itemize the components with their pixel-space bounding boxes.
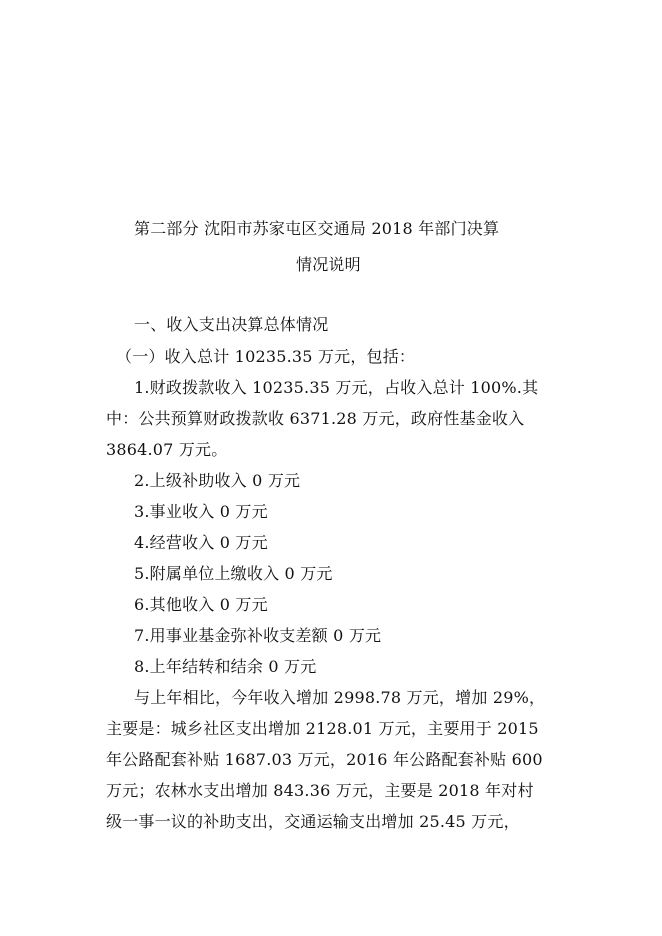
income-total-paragraph: （一）收入总计 10235.35 万元，包括： [116, 347, 416, 366]
item1-line2: 中：公共预算财政拨款收 6371.28 万元，政府性基金收入 [106, 409, 525, 428]
comparison-line2: 主要是：城乡社区支出增加 2128.01 万元，主要用于 2015 [106, 719, 539, 738]
section-heading: 一、收入支出决算总体情况 [134, 315, 329, 334]
comparison-line3: 年公路配套补贴 1687.03 万元，2016 年公路配套补贴 600 [106, 750, 543, 769]
item5: 5.附属单位上缴收入 0 万元 [134, 564, 333, 583]
comparison-line5: 级一事一议的补助支出，交通运输支出增加 25.45 万元， [106, 812, 520, 831]
item1-line1: 1.财政拨款收入 10235.35 万元，占收入总计 100%.其 [134, 378, 539, 397]
comparison-line4: 万元；农林水支出增加 843.36 万元，主要是 2018 年对村 [106, 781, 534, 800]
item2: 2.上级补助收入 0 万元 [134, 471, 301, 490]
comparison-line1: 与上年相比，今年收入增加 2998.78 万元，增加 29%， [134, 688, 546, 707]
document-title-line1: 第二部分 沈阳市苏家屯区交通局 2018 年部门决算 [134, 219, 500, 238]
item6: 6.其他收入 0 万元 [134, 595, 268, 614]
item7: 7.用事业基金弥补收支差额 0 万元 [134, 626, 382, 645]
item1-line3: 3864.07 万元。 [106, 440, 228, 459]
item3: 3.事业收入 0 万元 [134, 502, 268, 521]
item4: 4.经营收入 0 万元 [134, 533, 268, 552]
item8: 8.上年结转和结余 0 万元 [134, 657, 317, 676]
document-title-line2: 情况说明 [296, 255, 361, 274]
